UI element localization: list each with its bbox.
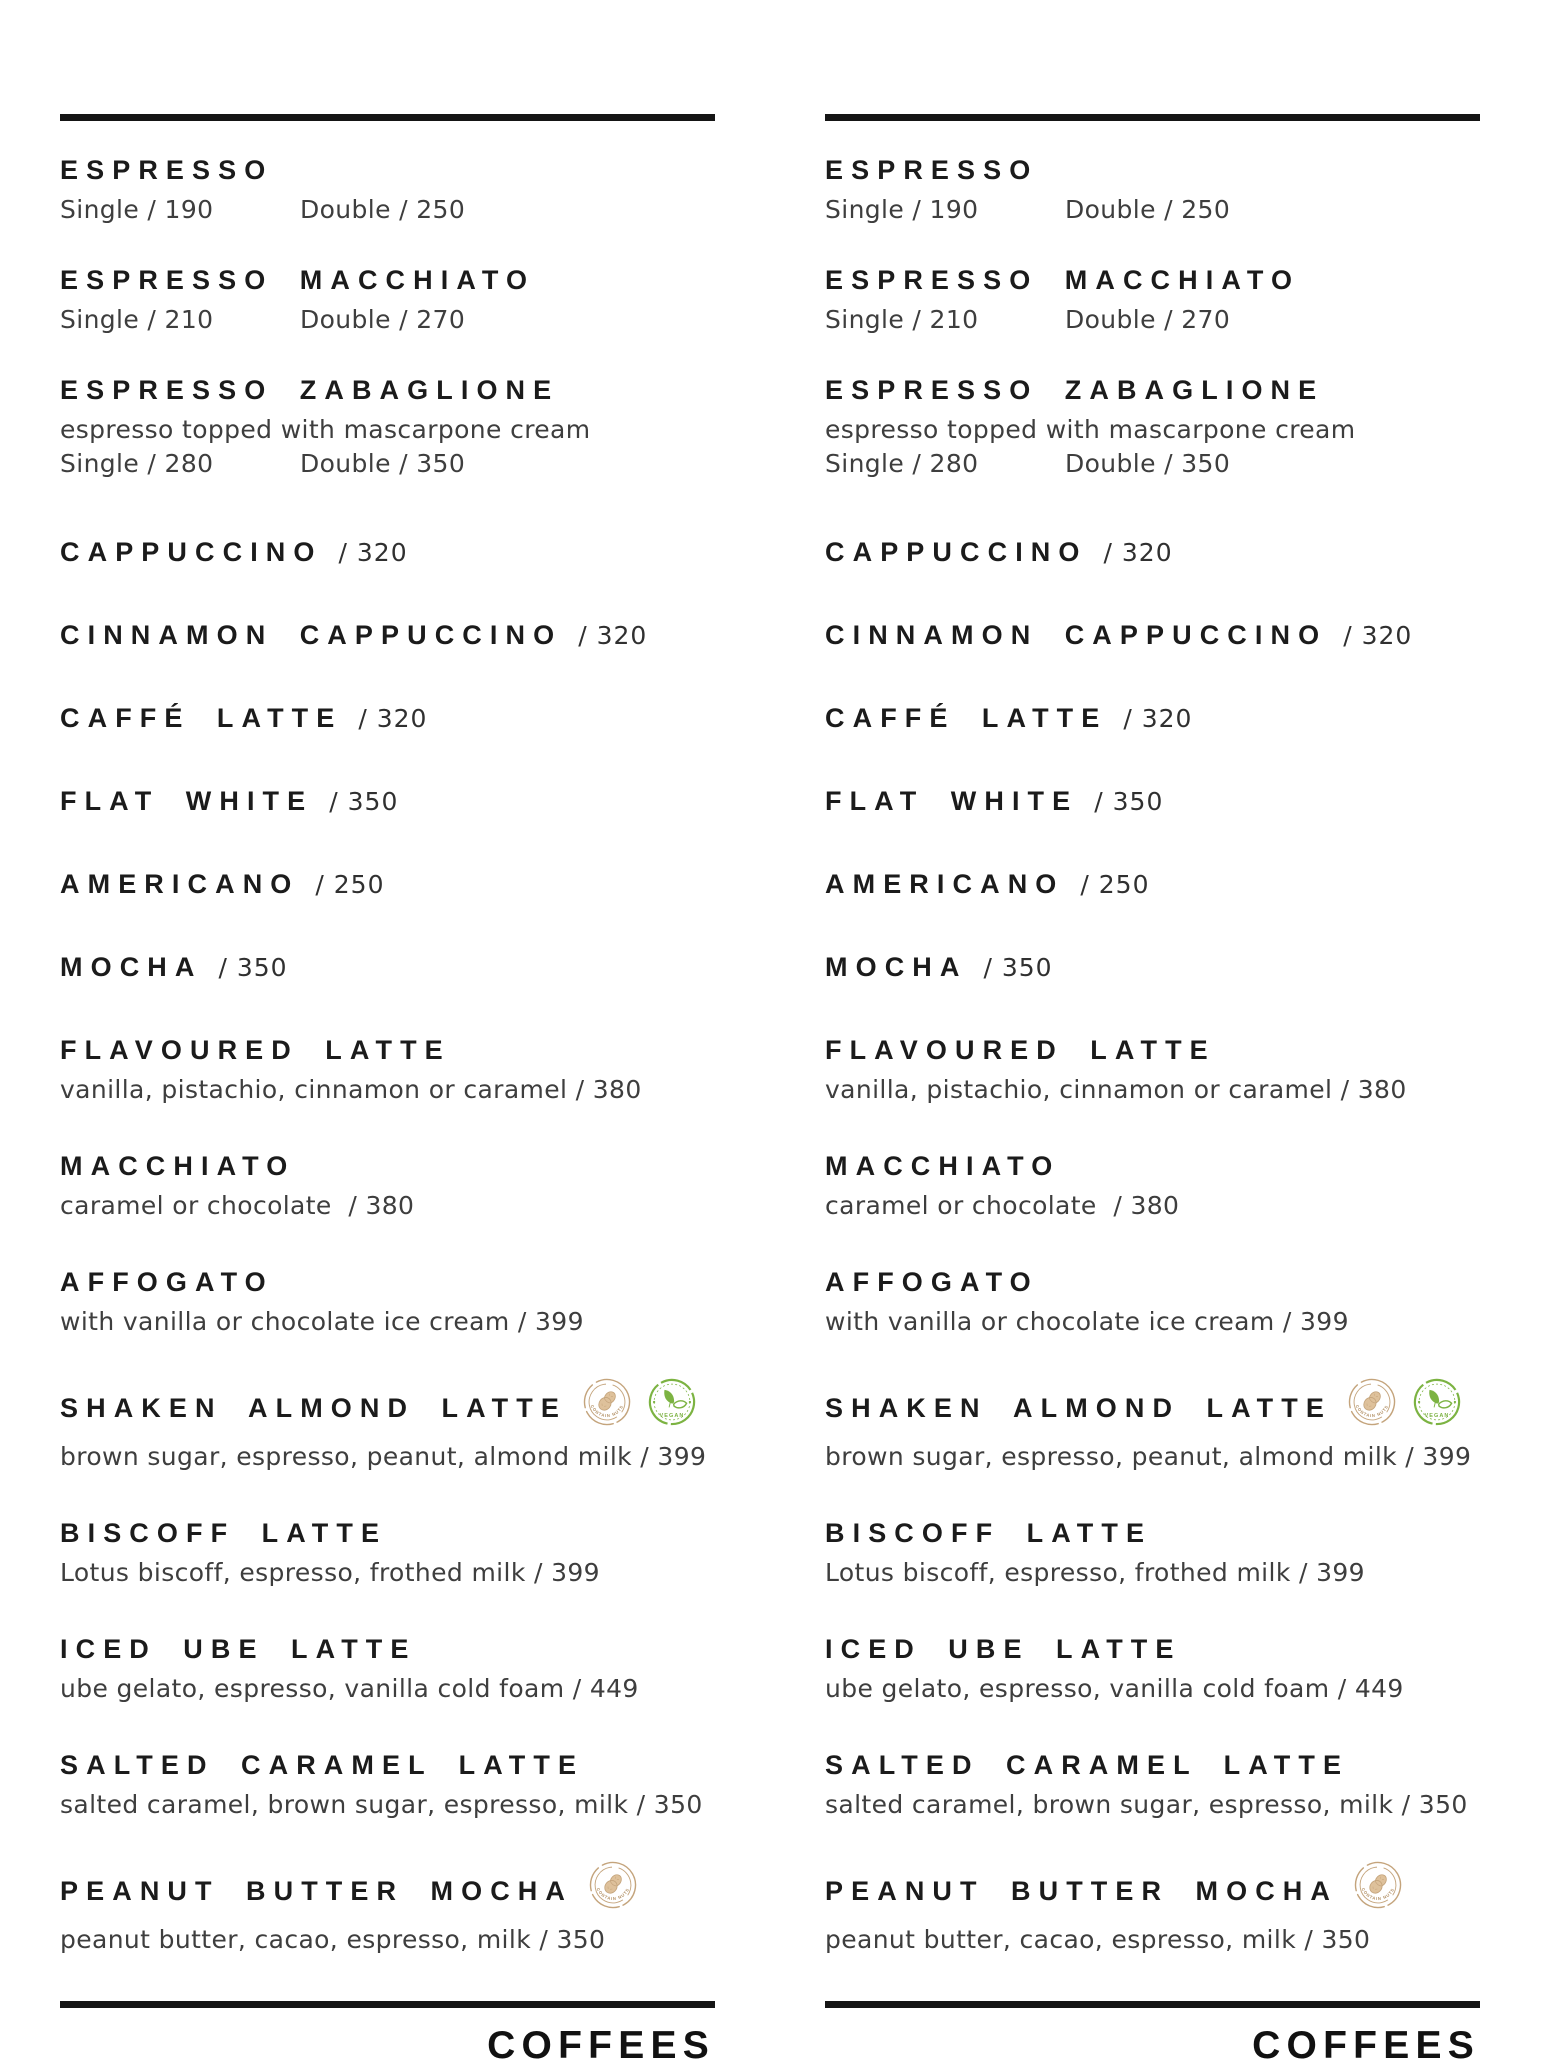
menu-item xyxy=(825,620,1480,651)
item-price: / 250 xyxy=(1080,870,1150,899)
menu-item-heading xyxy=(60,1267,715,1298)
menu-item-heading xyxy=(825,703,1480,734)
menu-item xyxy=(825,1866,1480,1957)
menu-item-heading xyxy=(60,375,715,406)
menu-item-heading xyxy=(825,1151,1480,1182)
top-divider-line xyxy=(825,114,1480,121)
section-title: COFFEES xyxy=(487,2024,715,2067)
menu-items-list xyxy=(825,155,1480,2001)
item-name: ESPRESSO xyxy=(60,155,274,185)
item-price-double: Double / 350 xyxy=(300,449,466,478)
menu-item xyxy=(825,1267,1480,1339)
menu-item xyxy=(60,1035,715,1107)
menu-item xyxy=(825,155,1480,227)
item-price-single: Single / 190 xyxy=(825,195,979,224)
item-description: salted caramel, brown sugar, espresso, milk / 350 xyxy=(60,1790,703,1819)
item-price-single: Single / 210 xyxy=(60,305,214,334)
item-name: SALTED CARAMEL LATTE xyxy=(825,1750,1350,1780)
menu-item-heading xyxy=(60,703,715,734)
menu-item xyxy=(60,537,715,568)
menu-item-heading xyxy=(825,620,1480,651)
item-size-prices xyxy=(60,303,715,337)
menu-item xyxy=(825,1634,1480,1706)
item-description: salted caramel, brown sugar, espresso, milk / 350 xyxy=(825,1790,1468,1819)
menu-item-heading xyxy=(60,1383,715,1433)
menu-item xyxy=(60,952,715,983)
menu-item xyxy=(60,1383,715,1474)
item-name: FLAVOURED LATTE xyxy=(825,1035,1216,1065)
menu-item-heading xyxy=(60,1866,715,1916)
item-name: FLAT WHITE xyxy=(825,786,1079,816)
item-price-single: Single / 190 xyxy=(60,195,214,224)
menu-item-heading xyxy=(825,786,1480,817)
menu-items-list xyxy=(60,155,715,2001)
item-description: with vanilla or chocolate ice cream / 399 xyxy=(60,1307,584,1336)
menu-item xyxy=(60,155,715,227)
menu-item xyxy=(60,1750,715,1822)
menu-item xyxy=(825,703,1480,734)
item-description: caramel or chocolate / 380 xyxy=(825,1191,1180,1220)
menu-item xyxy=(60,1634,715,1706)
column-footer xyxy=(825,2001,1480,2068)
contain-nuts-badge-icon xyxy=(1353,1860,1403,1910)
item-description: espresso topped with mascarpone cream xyxy=(825,415,1356,444)
svg-text:VEGAN: VEGAN xyxy=(659,1413,685,1419)
menu-item-heading xyxy=(825,1866,1480,1916)
item-size-prices xyxy=(60,447,715,481)
menu-item-heading xyxy=(825,1518,1480,1549)
item-price-double: Double / 270 xyxy=(1065,305,1231,334)
item-name: PEANUT BUTTER MOCHA xyxy=(825,1875,1338,1906)
item-size-prices xyxy=(60,193,715,227)
item-description: ube gelato, espresso, vanilla cold foam / 449 xyxy=(825,1674,1404,1703)
item-description: ube gelato, espresso, vanilla cold foam / 449 xyxy=(60,1674,639,1703)
item-name: ESPRESSO MACCHIATO xyxy=(60,265,536,295)
column-footer xyxy=(60,2001,715,2068)
menu-item-heading xyxy=(825,375,1480,406)
menu-item xyxy=(825,375,1480,481)
item-name: SHAKEN ALMOND LATTE xyxy=(60,1392,567,1423)
item-name: CAPPUCCINO xyxy=(825,537,1088,567)
menu-item xyxy=(825,265,1480,337)
item-price: / 320 xyxy=(578,621,648,650)
menu-item xyxy=(825,537,1480,568)
contain-nuts-badge-icon xyxy=(1347,1377,1397,1427)
item-price: / 320 xyxy=(1343,621,1413,650)
item-name: ESPRESSO ZABAGLIONE xyxy=(825,375,1325,405)
item-size-prices xyxy=(825,303,1480,337)
item-name: CAPPUCCINO xyxy=(60,537,323,567)
menu-item-heading xyxy=(825,1035,1480,1066)
svg-text:CONTAIN NUTS: CONTAIN NUTS xyxy=(595,1886,631,1902)
menu-item xyxy=(825,1035,1480,1107)
item-name: CAFFÉ LATTE xyxy=(60,703,343,733)
item-size-prices xyxy=(825,447,1480,481)
menu-item-heading xyxy=(825,1267,1480,1298)
item-price: / 350 xyxy=(218,953,288,982)
item-name: MOCHA xyxy=(825,952,968,982)
menu-item-heading xyxy=(60,869,715,900)
vegan-badge-icon xyxy=(1412,1377,1462,1427)
item-price-double: Double / 250 xyxy=(300,195,466,224)
item-name: BISCOFF LATTE xyxy=(60,1518,388,1548)
menu-item-heading xyxy=(825,265,1480,296)
item-description: vanilla, pistachio, cinnamon or caramel / 380 xyxy=(825,1075,1407,1104)
item-price-single: Single / 210 xyxy=(825,305,979,334)
menu-item xyxy=(60,1866,715,1957)
menu-item-heading xyxy=(825,1383,1480,1433)
item-description: with vanilla or chocolate ice cream / 399 xyxy=(825,1307,1349,1336)
menu-item xyxy=(60,375,715,481)
item-description: brown sugar, espresso, peanut, almond milk / 399 xyxy=(825,1442,1472,1471)
bottom-divider-line xyxy=(60,2001,715,2008)
item-description: vanilla, pistachio, cinnamon or caramel / 380 xyxy=(60,1075,642,1104)
menu-column-left xyxy=(60,114,715,2067)
item-price: / 250 xyxy=(315,870,385,899)
menu-item xyxy=(825,1518,1480,1590)
svg-text:CONTAIN NUTS: CONTAIN NUTS xyxy=(589,1403,625,1419)
item-name: MACCHIATO xyxy=(60,1151,296,1181)
menu-item-heading xyxy=(60,537,715,568)
menu-item-heading xyxy=(825,952,1480,983)
item-description: Lotus biscoff, espresso, frothed milk / 399 xyxy=(60,1558,600,1587)
item-name: FLAVOURED LATTE xyxy=(60,1035,451,1065)
item-price: / 320 xyxy=(358,704,428,733)
svg-text:CONTAIN NUTS: CONTAIN NUTS xyxy=(1360,1886,1396,1902)
menu-item-heading xyxy=(60,620,715,651)
item-name: MACCHIATO xyxy=(825,1151,1061,1181)
item-price: / 320 xyxy=(338,538,408,567)
menu-column-right xyxy=(825,114,1480,2067)
menu-item-heading xyxy=(60,1634,715,1665)
item-name: ESPRESSO xyxy=(825,155,1039,185)
svg-text:VEGAN: VEGAN xyxy=(1424,1413,1450,1419)
item-price: / 320 xyxy=(1103,538,1173,567)
item-name: SHAKEN ALMOND LATTE xyxy=(825,1392,1332,1423)
menu-item-heading xyxy=(825,155,1480,186)
menu-item xyxy=(825,1151,1480,1223)
bottom-divider-line xyxy=(825,2001,1480,2008)
contain-nuts-badge-icon xyxy=(588,1860,638,1910)
menu-item xyxy=(60,1151,715,1223)
item-price-single: Single / 280 xyxy=(60,449,214,478)
item-name: MOCHA xyxy=(60,952,203,982)
item-name: AFFOGATO xyxy=(60,1267,274,1297)
menu-item-heading xyxy=(825,1634,1480,1665)
vegan-badge-icon xyxy=(647,1377,697,1427)
item-price-double: Double / 270 xyxy=(300,305,466,334)
top-divider-line xyxy=(60,114,715,121)
menu-item xyxy=(825,952,1480,983)
item-name: AFFOGATO xyxy=(825,1267,1039,1297)
item-name: CAFFÉ LATTE xyxy=(825,703,1108,733)
svg-text:CONTAIN NUTS: CONTAIN NUTS xyxy=(1354,1403,1390,1419)
menu-item-heading xyxy=(825,537,1480,568)
item-name: ICED UBE LATTE xyxy=(825,1634,1182,1664)
item-name: CINNAMON CAPPUCCINO xyxy=(60,620,563,650)
menu-item-heading xyxy=(60,1151,715,1182)
menu-item-heading xyxy=(60,1750,715,1781)
item-name: AMERICANO xyxy=(60,869,300,899)
item-description: brown sugar, espresso, peanut, almond milk / 399 xyxy=(60,1442,707,1471)
menu-item-heading xyxy=(60,1035,715,1066)
item-name: ESPRESSO ZABAGLIONE xyxy=(60,375,560,405)
menu-item xyxy=(825,1383,1480,1474)
item-description: peanut butter, cacao, espresso, milk / 350 xyxy=(825,1925,1371,1954)
item-name: ICED UBE LATTE xyxy=(60,1634,417,1664)
menu-item-heading xyxy=(60,265,715,296)
menu-item-heading xyxy=(60,952,715,983)
menu-item-heading xyxy=(60,155,715,186)
item-description: espresso topped with mascarpone cream xyxy=(60,415,591,444)
item-description: peanut butter, cacao, espresso, milk / 350 xyxy=(60,1925,606,1954)
menu-item-heading xyxy=(825,869,1480,900)
item-description: caramel or chocolate / 380 xyxy=(60,1191,415,1220)
menu-item-heading xyxy=(825,1750,1480,1781)
item-name: SALTED CARAMEL LATTE xyxy=(60,1750,585,1780)
menu-item xyxy=(60,265,715,337)
section-title: COFFEES xyxy=(1252,2024,1480,2067)
menu-item xyxy=(60,869,715,900)
item-name: AMERICANO xyxy=(825,869,1065,899)
menu-item xyxy=(60,703,715,734)
item-name: PEANUT BUTTER MOCHA xyxy=(60,1875,573,1906)
item-price-double: Double / 250 xyxy=(1065,195,1231,224)
contain-nuts-badge-icon xyxy=(582,1377,632,1427)
item-price-single: Single / 280 xyxy=(825,449,979,478)
menu-item-heading xyxy=(60,1518,715,1549)
item-price: / 320 xyxy=(1123,704,1193,733)
menu-item xyxy=(60,1518,715,1590)
item-price-double: Double / 350 xyxy=(1065,449,1231,478)
item-name: BISCOFF LATTE xyxy=(825,1518,1153,1548)
item-name: CINNAMON CAPPUCCINO xyxy=(825,620,1328,650)
item-price: / 350 xyxy=(329,787,399,816)
item-size-prices xyxy=(825,193,1480,227)
item-name: FLAT WHITE xyxy=(60,786,314,816)
item-name: ESPRESSO MACCHIATO xyxy=(825,265,1301,295)
menu-item xyxy=(60,620,715,651)
menu-item xyxy=(60,1267,715,1339)
menu-item xyxy=(60,786,715,817)
item-price: / 350 xyxy=(983,953,1053,982)
menu-item xyxy=(825,786,1480,817)
item-description: Lotus biscoff, espresso, frothed milk / 399 xyxy=(825,1558,1365,1587)
menu-item xyxy=(825,869,1480,900)
menu-item xyxy=(825,1750,1480,1822)
item-price: / 350 xyxy=(1094,787,1164,816)
menu-item-heading xyxy=(60,786,715,817)
